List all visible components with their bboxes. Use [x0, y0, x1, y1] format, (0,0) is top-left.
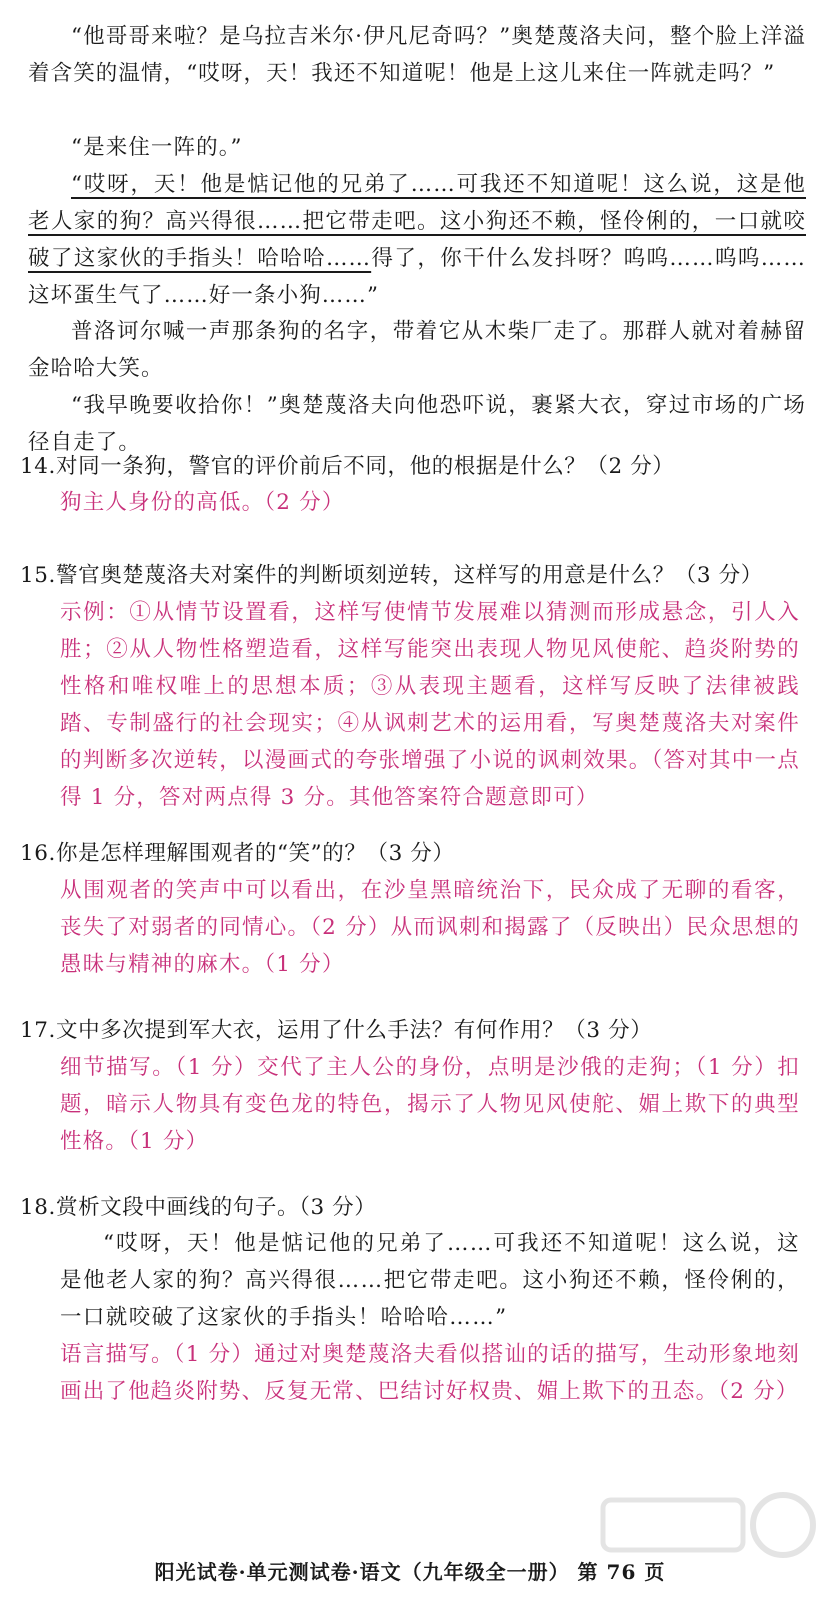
answer-16: 从围观者的笑声中可以看出，在沙皇黑暗统治下，民众成了无聊的看客，丧失了对弱者的同情心。（2 分）从而讽刺和揭露了（反映出）民众思想的愚昧与精神的麻木。（1 分） [60, 878, 800, 977]
question-18: 18.赏析文段中画线的句子。（3 分） [20, 1195, 377, 1220]
answer-17: 细节描写。（1 分）交代了主人公的身份，点明是沙俄的走狗；（1 分）扣题，暗示人物具有变色龙的特色，揭示了人物见风使舵、媚上欺下的典型性格。（1 分） [60, 1055, 800, 1154]
passage-paragraph-3-rest: 得了，你干什么发抖呀？呜呜……呜呜……这坏蛋生气了……好一条小狗……” [28, 246, 806, 308]
passage-paragraph-3 [28, 166, 806, 314]
passage-paragraph-4: 普洛诃尔喊一声那条狗的名字，带着它从木柴厂走了。那群人就对着赫留金哈哈大笑。 [28, 319, 806, 381]
question-14: 14.对同一条狗，警官的评价前后不同，他的根据是什么？（2 分） [20, 454, 675, 479]
underlined-sentence: “哎呀，天！他是惦记他的兄弟了……可我还不知道呢！这么说，这是他老人家的狗？高兴得很……把它带走吧。这小狗还不赖，怪伶俐的，一口就咬破了这家伙的手指头！哈哈哈…… [28, 172, 806, 271]
quoted-sentence-18: “哎呀，天！他是惦记他的兄弟了……可我还不知道呢！这么说，这是他老人家的狗？高兴得很……把它带走吧。这小狗还不赖，怪伶俐的，一口就咬破了这家伙的手指头！哈哈哈……” [60, 1231, 800, 1330]
passage-paragraph-2: “是来住一阵的。” [71, 135, 243, 160]
passage-paragraph-1: “他哥哥来啦？是乌拉吉米尔·伊凡尼奇吗？”奥楚蔑洛夫问，整个脸上洋溢着含笑的温情，“哎呀，天！我还不知道呢！他是上这儿来住一阵就走吗？” [28, 24, 806, 86]
question-15: 15.警官奥楚蔑洛夫对案件的判断顷刻逆转，这样写的用意是什么？（3 分） [20, 563, 763, 588]
answer-15: 示例：①从情节设置看，这样写使情节发展难以猜测而形成悬念，引人入胜；②从人物性格塑造看，这样写能突出表现人物见风使舵、趋炎附势的性格和唯权唯上的思想本质；③从表现主题看，这样写反映了法律被践踏、专制盛行的社会现实；④从讽刺艺术的运用看，写奥楚蔑洛夫对案件的判断多次逆转，以漫画式的夸张增强了小说的讽刺效果。（答对其中一点得 1 分，答对两点得 3 分。其他答案符合题意即可） [60, 600, 800, 810]
answer-18: 语言描写。（1 分）通过对奥楚蔑洛夫看似搭讪的话的描写，生动形象地刻画出了他趋炎附势、反复无常、巴结讨好权贵、媚上欺下的丑态。（2 分） [60, 1342, 800, 1404]
passage-paragraph-5: “我早晚要收拾你！”奥楚蔑洛夫向他恐吓说，裹紧大衣，穿过市场的广场径自走了。 [28, 393, 806, 455]
answer-14: 狗主人身份的高低。（2 分） [60, 490, 345, 515]
page-footer: 阳光试卷·单元测试卷·语文（九年级全一册） 第 76 页 [154, 1560, 666, 1584]
question-17: 17.文中多次提到军大衣，运用了什么手法？有何作用？（3 分） [20, 1018, 653, 1043]
question-16: 16.你是怎样理解围观者的“笑”的？（3 分） [20, 841, 455, 866]
